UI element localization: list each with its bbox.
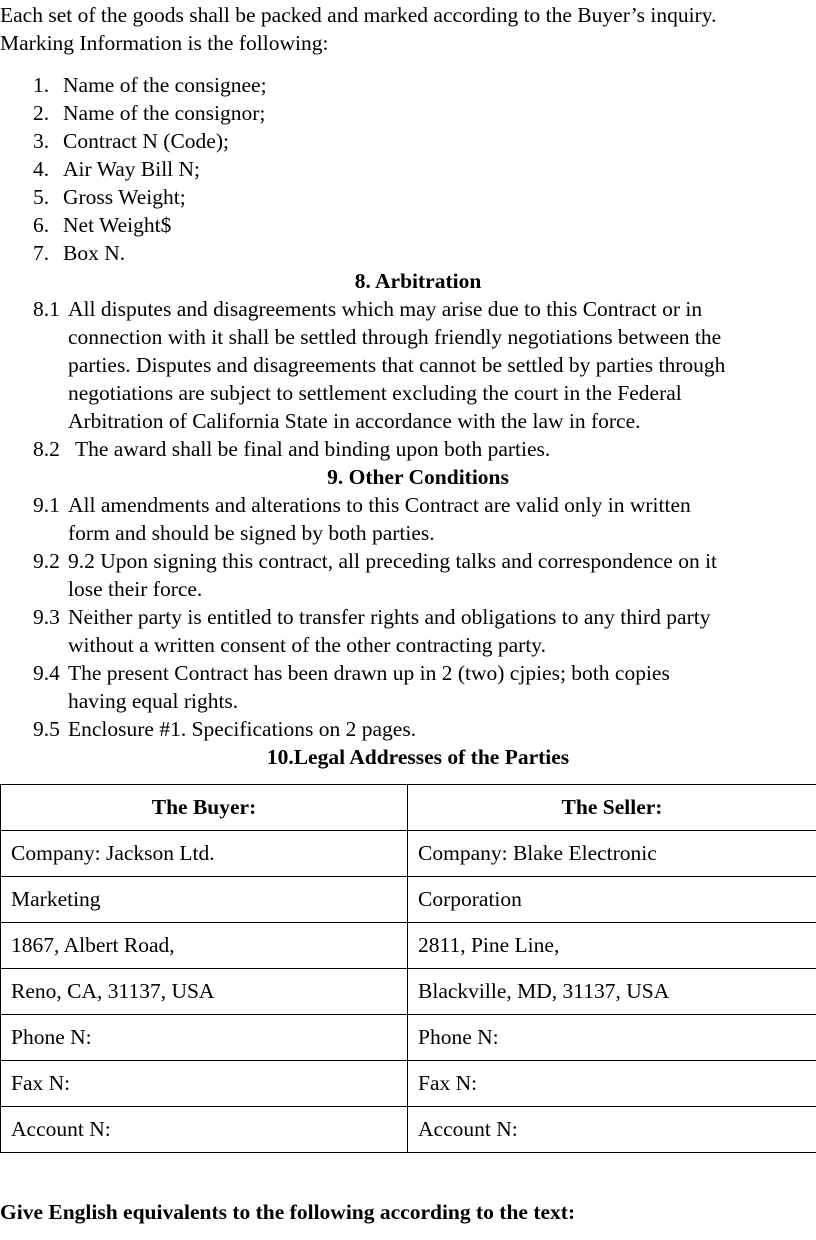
clause-8-1-line: parties. Disputes and disagreements that cannot be settled by parties through: [68, 353, 726, 377]
table-header-row: [1, 785, 816, 831]
clause-number: 9.5: [33, 717, 60, 741]
section-10-heading: 10.Legal Addresses of the Parties: [266, 745, 570, 769]
buyer-cell: Fax N:: [1, 1061, 408, 1107]
table-row: [1, 969, 816, 1015]
list-item-number: 5.: [33, 185, 50, 209]
clause-9-3-line: without a written consent of the other contracting party.: [68, 633, 547, 657]
clause-number: 9.4: [33, 661, 60, 685]
buyer-cell: Phone N:: [1, 1015, 408, 1061]
list-item: Name of the consignor;: [63, 101, 266, 125]
clause-9-2-line: lose their force.: [68, 577, 203, 601]
table-row: [1, 877, 816, 923]
buyer-cell: Reno, CA, 31137, USA: [1, 969, 408, 1015]
list-item-number: 1.: [33, 73, 50, 97]
clause-9-3-line: Neither party is entitled to transfer rights and obligations to any third party: [68, 605, 711, 629]
list-item-number: 4.: [33, 157, 50, 181]
table-row: [1, 1015, 816, 1061]
list-item: Name of the consignee;: [63, 73, 267, 97]
section-9-heading: 9. Other Conditions: [327, 465, 509, 489]
clause-8-1-line: All disputes and disagreements which may arise due to this Contract or in: [68, 297, 703, 321]
task-heading: Give English equivalents to the following according to the text:: [0, 1200, 576, 1224]
seller-cell: Corporation: [408, 877, 816, 923]
clause-9-4-line: The present Contract has been drawn up in 2 (two) cjpies; both copies: [68, 661, 670, 685]
seller-header: The Seller:: [408, 785, 816, 831]
table-row: [1, 1107, 816, 1153]
seller-cell: Fax N:: [408, 1061, 816, 1107]
clause-number: 9.3: [33, 605, 60, 629]
seller-cell: Account N:: [408, 1107, 816, 1153]
clause-8-1-line: connection with it shall be settled through friendly negotiations between the: [68, 325, 722, 349]
list-item: Contract N (Code);: [63, 129, 229, 153]
list-item: Gross Weight;: [63, 185, 186, 209]
buyer-cell: Account N:: [1, 1107, 408, 1153]
intro-line-2: Marking Information is the following:: [0, 31, 329, 55]
intro-line-1: Each set of the goods shall be packed and marked according to the Buyer’s inquiry.: [0, 3, 717, 27]
list-item: Air Way Bill N;: [63, 157, 201, 181]
buyer-cell: 1867, Albert Road,: [1, 923, 408, 969]
clause-number: 9.2: [33, 549, 60, 573]
seller-cell: Phone N:: [408, 1015, 816, 1061]
clause-9-4-line: having equal rights.: [68, 689, 239, 713]
buyer-cell: Marketing: [1, 877, 408, 923]
table-row: [1, 923, 816, 969]
table-row: [1, 831, 816, 877]
clause-9-1-line: form and should be signed by both parties.: [68, 521, 435, 545]
seller-cell: 2811, Pine Line,: [408, 923, 816, 969]
clause-9-5-line: Enclosure #1. Specifications on 2 pages.: [68, 717, 417, 741]
list-item: Net Weight$: [63, 213, 172, 237]
buyer-cell: Company: Jackson Ltd.: [1, 831, 408, 877]
clause-number: 9.1: [33, 493, 60, 517]
clause-9-1-line: All amendments and alterations to this Contract are valid only in written: [68, 493, 691, 517]
list-item-number: 2.: [33, 101, 50, 125]
legal-addresses-table: [0, 784, 816, 1153]
seller-cell: Blackville, MD, 31137, USA: [408, 969, 816, 1015]
list-item-number: 3.: [33, 129, 50, 153]
clause-8-1-line: Arbitration of California State in accordance with the law in force.: [68, 409, 641, 433]
table-row: [1, 1061, 816, 1107]
list-item: Box N.: [63, 241, 126, 265]
section-8-heading: 8. Arbitration: [354, 269, 482, 293]
clause-number: 8.2: [33, 437, 60, 461]
clause-8-1-line: negotiations are subject to settlement excluding the court in the Federal: [68, 381, 682, 405]
clause-number: 8.1: [33, 297, 60, 321]
seller-cell: Company: Blake Electronic: [408, 831, 816, 877]
list-item-number: 6.: [33, 213, 50, 237]
clause-9-2-line: 9.2 Upon signing this contract, all preceding talks and correspondence on it: [68, 549, 718, 573]
list-item-number: 7.: [33, 241, 50, 265]
clause-8-2-text: The award shall be final and binding upon both parties.: [75, 437, 551, 461]
buyer-header: The Buyer:: [1, 785, 408, 831]
